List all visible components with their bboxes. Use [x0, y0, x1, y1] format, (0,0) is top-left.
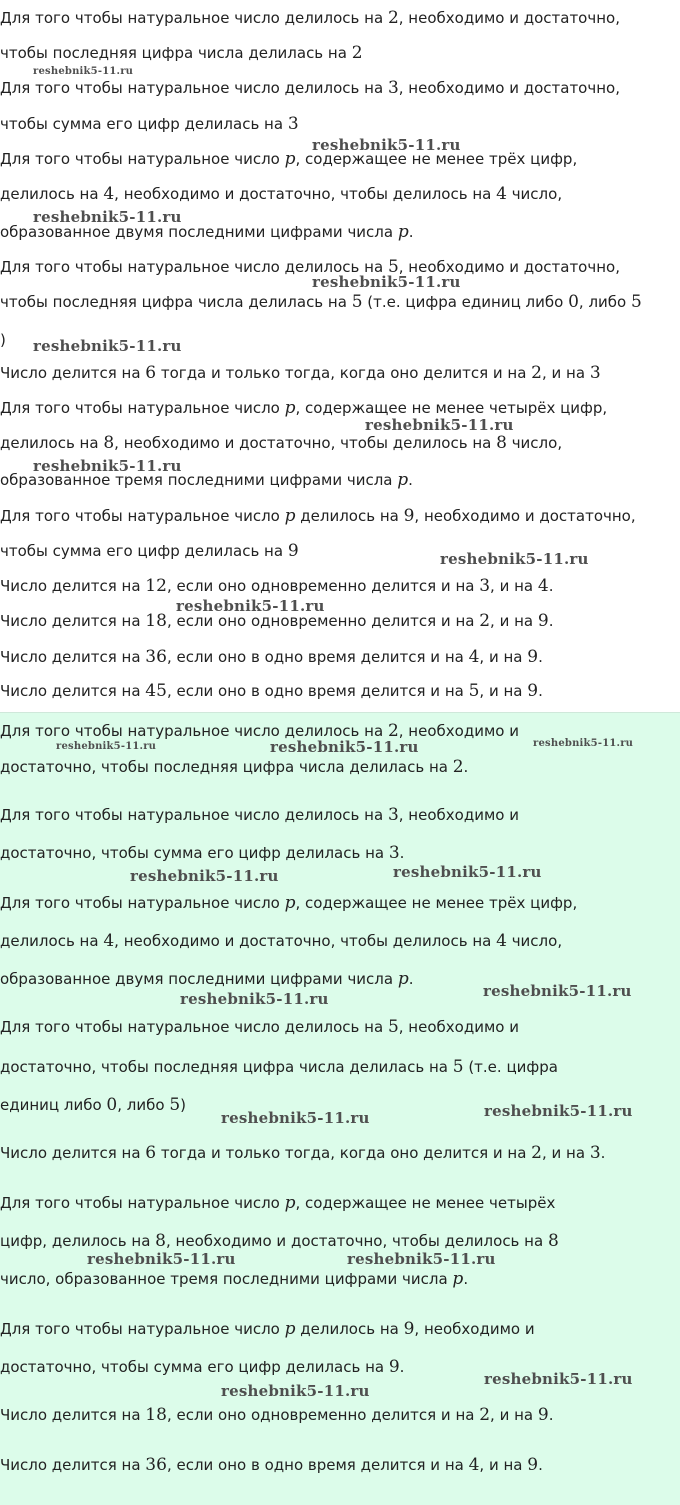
text-run: чтобы последняя цифра числа делилась на [0, 293, 352, 311]
text-run: Число делится на [0, 577, 146, 595]
watermark: reshebnik5-11.ru [484, 1102, 633, 1120]
math-number: 9 [527, 647, 539, 667]
text-run: цифр, делилось на [0, 1232, 156, 1250]
text-run: , и на [490, 1406, 538, 1424]
text-run: , если оно в одно время делится и на [166, 1456, 469, 1474]
text-run: Число делится на [0, 1144, 146, 1162]
math-number: 2 [531, 1143, 542, 1163]
text-run: , содержащее не менее четырёх [295, 1194, 556, 1212]
math-number: 9 [527, 681, 539, 701]
text-run: , если оно одновременно делится и на [166, 1406, 480, 1424]
text-line [0, 647, 543, 667]
text-run: делилось на [0, 185, 104, 203]
watermark: reshebnik5-11.ru [33, 337, 182, 355]
text-run: , необходимо и достаточно, [398, 9, 620, 27]
text-run: образованное двумя последними цифрами числа [0, 223, 398, 241]
watermark: reshebnik5-11.ru [312, 273, 461, 291]
text-line [0, 805, 519, 825]
text-run: . [463, 1270, 469, 1288]
math-number: 2 [351, 43, 363, 63]
math-variable: p [452, 1269, 464, 1289]
math-number: 6 [145, 363, 157, 383]
math-number: 5 [387, 257, 399, 277]
math-number: 18 [145, 611, 167, 631]
text-run: Для того чтобы натуральное число делилось на [0, 9, 388, 27]
watermark: reshebnik5-11.ru [365, 416, 514, 434]
text-line [0, 1095, 186, 1115]
watermark: reshebnik5-11.ru [56, 741, 157, 752]
math-number: 5 [452, 1057, 464, 1077]
text-line [0, 184, 562, 204]
text-run: , если оно одновременно делится и на [166, 577, 480, 595]
math-number: 18 [145, 1405, 167, 1425]
text-line [0, 506, 636, 526]
math-variable: p [284, 506, 296, 526]
text-run: Число делится на [0, 612, 146, 630]
text-run: , необходимо и достаточно, чтобы делилось на [114, 434, 497, 452]
text-line [0, 681, 543, 701]
text-run: Для того чтобы натуральное число [0, 150, 285, 168]
text-run: делилось на [0, 434, 104, 452]
text-run: образованное двумя последними цифрами числа [0, 970, 398, 988]
text-run: Для того чтобы натуральное число делилось на [0, 258, 388, 276]
math-number: 12 [145, 576, 167, 596]
text-run: Для того чтобы натуральное число [0, 399, 285, 417]
text-run: , необходимо и достаточно, [398, 258, 620, 276]
math-variable: p [284, 398, 296, 418]
text-run: . [548, 577, 554, 595]
text-run: . [408, 223, 414, 241]
math-number: 3 [387, 805, 399, 825]
text-line [0, 43, 363, 63]
text-run: , либо [117, 1096, 170, 1114]
text-run: . [408, 970, 414, 988]
math-number: 3 [589, 1143, 601, 1163]
watermark: reshebnik5-11.ru [176, 597, 325, 615]
text-run: , необходимо и [398, 722, 519, 740]
watermark: reshebnik5-11.ru [130, 867, 279, 885]
text-run: Для того чтобы натуральное число делилось на [0, 79, 388, 97]
watermark: reshebnik5-11.ru [440, 550, 589, 568]
text-line [0, 721, 519, 741]
math-variable: p [284, 893, 296, 913]
math-number: 2 [531, 363, 542, 383]
math-number: 5 [387, 1017, 399, 1037]
text-line [0, 257, 620, 277]
text-run: , либо [578, 293, 631, 311]
text-run: , содержащее не менее трёх цифр, [295, 150, 578, 168]
math-number: 2 [452, 757, 464, 777]
text-line [0, 1057, 558, 1077]
text-run: тогда и только тогда, когда оно делится и на [156, 1144, 532, 1162]
math-number: 9 [388, 1357, 400, 1377]
text-line [0, 969, 414, 989]
math-number: 3 [387, 78, 399, 98]
text-run: Число делится на [0, 364, 146, 382]
math-number: 9 [287, 541, 299, 561]
math-number: 5 [631, 292, 642, 312]
text-run: число, [506, 932, 563, 950]
watermark: reshebnik5-11.ru [33, 457, 182, 475]
watermark: reshebnik5-11.ru [484, 1370, 633, 1388]
text-run: , и на [479, 648, 528, 666]
text-line [0, 576, 553, 596]
text-run: (т.е. цифра [463, 1058, 558, 1076]
text-run: Число делится на [0, 1406, 146, 1424]
watermark: reshebnik5-11.ru [347, 1250, 496, 1268]
math-number: 36 [145, 647, 167, 667]
text-line [0, 893, 577, 913]
text-line [0, 1269, 468, 1289]
text-run: (т.е. цифра единиц либо [362, 293, 569, 311]
text-run: Для того чтобы натуральное число [0, 507, 285, 525]
math-number: 8 [496, 433, 507, 453]
text-line [0, 1455, 543, 1475]
math-variable: p [284, 149, 296, 169]
math-number: 5 [468, 681, 480, 701]
text-run: . [600, 1144, 606, 1162]
text-run: . [399, 1358, 405, 1376]
math-number: 0 [106, 1095, 118, 1115]
text-line [0, 363, 601, 383]
math-number: 4 [537, 576, 549, 596]
math-number: 4 [468, 1455, 480, 1475]
text-run: Число делится на [0, 682, 146, 700]
text-run: , если оно в одно время делится и на [166, 648, 469, 666]
text-run: , необходимо и достаточно, [414, 507, 636, 525]
watermark: reshebnik5-11.ru [33, 66, 134, 77]
math-variable: p [284, 1193, 296, 1213]
text-line [0, 330, 6, 350]
text-line [0, 843, 404, 863]
watermark: reshebnik5-11.ru [483, 982, 632, 1000]
text-line [0, 931, 562, 951]
text-run: . [538, 682, 543, 700]
text-line [0, 398, 607, 418]
text-line [0, 1231, 559, 1251]
watermark: reshebnik5-11.ru [393, 863, 542, 881]
math-number: 3 [479, 576, 491, 596]
text-run: число, [506, 185, 563, 203]
math-number: 8 [155, 1231, 166, 1251]
text-run: . [548, 1406, 554, 1424]
text-run: достаточно, чтобы сумма его цифр делилась на [0, 1358, 389, 1376]
watermark: reshebnik5-11.ru [312, 136, 461, 154]
text-run: . [538, 648, 543, 666]
text-line [0, 8, 620, 28]
text-run: Число делится на [0, 648, 146, 666]
math-number: 8 [547, 1231, 559, 1251]
text-run: ) [180, 1096, 187, 1114]
rules-section-plain [0, 0, 680, 712]
math-number: 5 [169, 1095, 181, 1115]
text-run: . [463, 758, 469, 776]
text-run: , необходимо и достаточно, [398, 79, 620, 97]
text-line [0, 292, 642, 312]
math-number: 36 [145, 1455, 167, 1475]
text-run: , и на [479, 682, 528, 700]
text-line [0, 757, 468, 777]
watermark: reshebnik5-11.ru [87, 1250, 236, 1268]
math-number: 9 [537, 1405, 549, 1425]
text-run: Для того чтобы натуральное число [0, 1194, 285, 1212]
text-run: . [538, 1456, 543, 1474]
text-run: , необходимо и [398, 1018, 519, 1036]
math-number: 2 [387, 721, 399, 741]
text-run: , необходимо и [398, 806, 519, 824]
text-line [0, 1405, 553, 1425]
text-run: , содержащее не менее трёх цифр, [295, 894, 578, 912]
text-run: , необходимо и [414, 1320, 535, 1338]
text-run: Для того чтобы натуральное число [0, 1320, 285, 1338]
text-run: Для того чтобы натуральное число делилось на [0, 722, 388, 740]
text-run: достаточно, чтобы последняя цифра числа делилась на [0, 758, 453, 776]
text-run: , и на [541, 364, 590, 382]
watermark: reshebnik5-11.ru [33, 208, 182, 226]
text-run: , и на [490, 612, 538, 630]
text-run: Число делится на [0, 1456, 146, 1474]
math-number: 45 [145, 681, 167, 701]
math-variable: p [397, 470, 409, 490]
math-variable: p [397, 969, 409, 989]
math-number: 5 [351, 292, 363, 312]
text-run: , необходимо и достаточно, чтобы делилось на [166, 1232, 548, 1250]
text-line [0, 1017, 519, 1037]
text-line [0, 1193, 555, 1213]
text-line [0, 541, 299, 561]
watermark: reshebnik5-11.ru [270, 738, 419, 756]
math-number: 8 [103, 433, 115, 453]
math-number: 4 [103, 184, 115, 204]
text-run: , если оно одновременно делится и на [166, 612, 480, 630]
math-number: 9 [403, 1319, 415, 1339]
text-line [0, 149, 577, 169]
text-line [0, 78, 620, 98]
math-number: 4 [103, 931, 115, 951]
text-run: , необходимо и достаточно, чтобы делилось на [114, 185, 497, 203]
text-run: , и на [541, 1144, 590, 1162]
math-number: 2 [479, 1405, 491, 1425]
watermark: reshebnik5-11.ru [533, 738, 634, 749]
math-number: 2 [387, 8, 399, 28]
text-run: . [408, 471, 413, 489]
text-run: тогда и только тогда, когда оно делится и на [156, 364, 532, 382]
text-run: число, образованное тремя последними цифрами числа [0, 1270, 453, 1288]
math-number: 3 [287, 114, 299, 134]
text-run: образованное тремя последними цифрами числа [0, 471, 398, 489]
math-number: 4 [496, 184, 507, 204]
text-run: Для того чтобы натуральное число делилось на [0, 806, 388, 824]
math-number: 2 [479, 611, 491, 631]
math-variable: p [284, 1319, 296, 1339]
text-line [0, 1143, 605, 1163]
watermark: reshebnik5-11.ru [221, 1109, 370, 1127]
text-run: , содержащее не менее четырёх цифр, [295, 399, 608, 417]
math-number: 9 [537, 611, 549, 631]
math-number: 0 [568, 292, 579, 312]
math-number: 4 [468, 647, 480, 667]
math-number: 4 [496, 931, 507, 951]
text-run: делилось на [295, 1320, 404, 1338]
math-variable: p [397, 222, 409, 242]
text-run: достаточно, чтобы последняя цифра числа делилась на [0, 1058, 453, 1076]
math-number: 9 [527, 1455, 539, 1475]
text-run: . [399, 844, 405, 862]
text-run: , необходимо и достаточно, чтобы делилось на [114, 932, 497, 950]
text-line [0, 433, 562, 453]
text-run: чтобы сумма его цифр делилась на [0, 542, 288, 560]
watermark: reshebnik5-11.ru [221, 1382, 370, 1400]
text-line [0, 114, 299, 134]
watermark: reshebnik5-11.ru [180, 990, 329, 1008]
text-run: Для того чтобы натуральное число делилось на [0, 1018, 388, 1036]
math-number: 3 [589, 363, 601, 383]
rules-section-highlighted [0, 712, 680, 1505]
text-run: делилось на [0, 932, 104, 950]
text-run: Для того чтобы натуральное число [0, 894, 285, 912]
text-run: , и на [490, 577, 538, 595]
text-run: единиц либо [0, 1096, 107, 1114]
text-run: достаточно, чтобы сумма его цифр делилась на [0, 844, 389, 862]
text-run: чтобы сумма его цифр делилась на [0, 115, 288, 133]
math-number: 9 [403, 506, 415, 526]
text-run: число, [506, 434, 563, 452]
math-number: 6 [145, 1143, 157, 1163]
text-run: чтобы последняя цифра числа делилась на [0, 44, 352, 62]
text-run: . [548, 612, 554, 630]
text-line [0, 1357, 404, 1377]
text-run: делилось на [295, 507, 404, 525]
text-line [0, 1319, 535, 1339]
math-number: 3 [388, 843, 400, 863]
text-run: , и на [479, 1456, 528, 1474]
text-run: ) [0, 331, 6, 349]
text-run: , если оно в одно время делится и на [166, 682, 469, 700]
